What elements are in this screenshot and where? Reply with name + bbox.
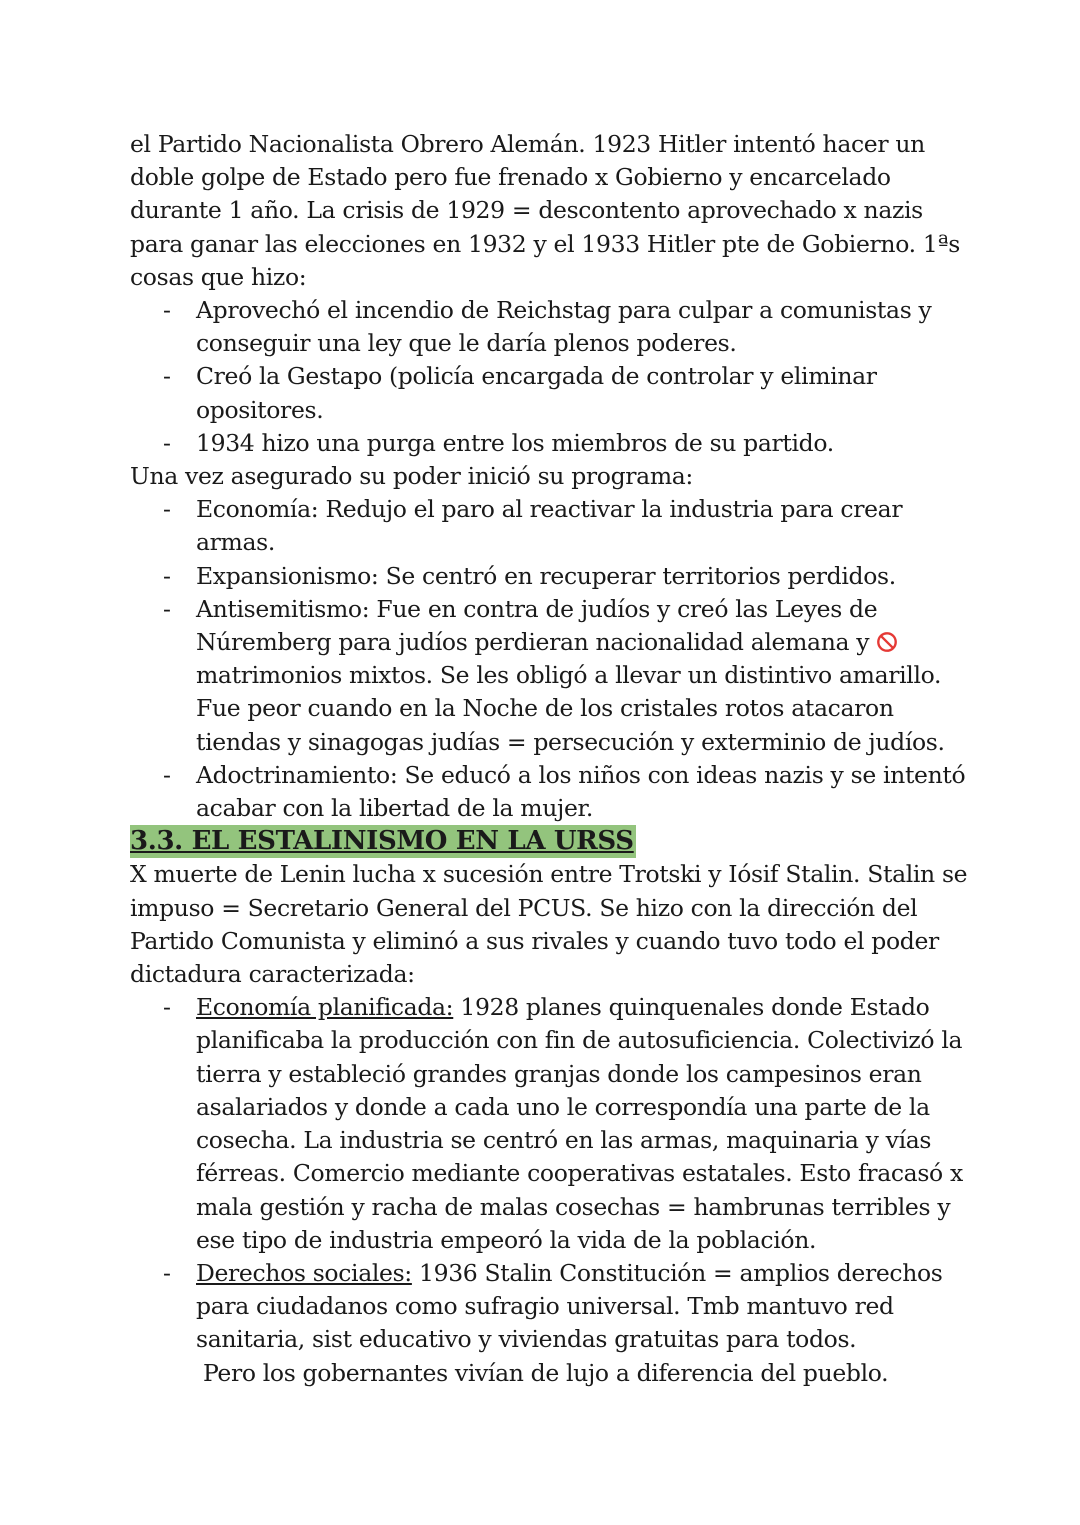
list-dash: - [163, 993, 171, 1022]
list-dash: - [163, 296, 171, 325]
program-adoctrinamiento: Adoctrinamiento: Se educó a los niños con ideas nazis y se intentó acabar con la libertad de la mujer. [196, 760, 966, 823]
item-text-economia: 1928 planes quinquenales donde Estado planificaba la producción con fin de autosuficiencia. Colectivizó la tierra y estableció grandes granjas donde los campesinos eran asalariados y donde a cada uno le correspondía una parte de la cosecha. La industria se centró en las armas, maquinaria y vías férreas. Comercio mediante cooperativas estatales. Esto fracasó x mala gestión y racha de malas cosechas = hambrunas terribles y ese tipo de industria empeoró la vida de la población. [196, 993, 963, 1254]
list-dash: - [163, 362, 171, 391]
list-item [130, 360, 980, 426]
item-text-derechos: 1936 Stalin Constitución = amplios derechos para ciudadanos como sufragio universal. Tmb mantuvo red sanitaria, sist educativo y viviendas gratuitas para todos. [196, 1258, 943, 1354]
program-antisemitismo-b: matrimonios mixtos. Se les obligó a llevar un distintivo amarillo. Fue peor cuando en la Noche de los cristales rotos atacaron tiendas y sinagogas judías = persecución y exterminio de judíos. [196, 661, 945, 756]
list-item [130, 759, 980, 825]
program-expansionismo: Expansionismo: Se centró en recuperar territorios perdidos. [196, 561, 896, 590]
stalin-intro: X muerte de Lenin lucha x sucesión entre Trotski y Iósif Stalin. Stalin se impuso = Secretario General del PCUS. Se hizo con la dirección del Partido Comunista y eliminó a sus rivales y cuando tuvo todo el poder dictadura caracterizada: [130, 860, 968, 989]
list-item [130, 593, 980, 759]
list-dash: - [163, 1258, 171, 1287]
list-item-text: Creó la Gestapo (policía encargada de controlar y eliminar opositores. [196, 362, 877, 424]
list-item [130, 493, 980, 559]
list-item [130, 1257, 980, 1357]
list-dash: - [163, 495, 171, 524]
document-page [130, 128, 980, 1390]
list-item [130, 560, 980, 593]
program-list [130, 493, 980, 825]
intro-paragraph: el Partido Nacionalista Obrero Alemán. 1923 Hitler intentó hacer un doble golpe de Estado pero fue frenado x Gobierno y encarcelado durante 1 año. La crisis de 1929 = descontento aprovechado x nazis para ganar las elecciones en 1932 y el 1933 Hitler pte de Gobierno. 1ªs cosas que hizo: [130, 130, 960, 291]
program-economia: Economía: Redujo el paro al reactivar la industria para crear armas. [196, 495, 903, 557]
list-item [130, 991, 980, 1257]
section-heading: 3.3. EL ESTALINISMO EN LA URSS [130, 826, 634, 857]
first-actions-list [130, 294, 980, 460]
closing-line: Pero los gobernantes vivían de lujo a diferencia del pueblo. [203, 1358, 889, 1387]
list-dash: - [163, 594, 171, 623]
prohibited-icon [876, 631, 898, 653]
list-dash: - [163, 561, 171, 590]
item-label-economia: Economía planificada: [196, 993, 454, 1022]
program-antisemitismo-a: Antisemitismo: Fue en contra de judíos y creó las Leyes de Núremberg para judíos perdieran nacionalidad alemana y [196, 594, 878, 657]
item-label-derechos: Derechos sociales: [196, 1258, 412, 1287]
stalin-list [130, 991, 980, 1356]
list-item-text: Aprovechó el incendio de Reichstag para culpar a comunistas y conseguir una ley que le daría plenos poderes. [196, 296, 932, 358]
list-dash: - [163, 760, 171, 789]
list-item [130, 294, 980, 360]
list-item [130, 427, 980, 460]
list-dash: - [163, 428, 171, 457]
list-item-text: 1934 hizo una purga entre los miembros de su partido. [196, 428, 834, 457]
program-intro: Una vez asegurado su poder inició su programa: [130, 462, 693, 491]
